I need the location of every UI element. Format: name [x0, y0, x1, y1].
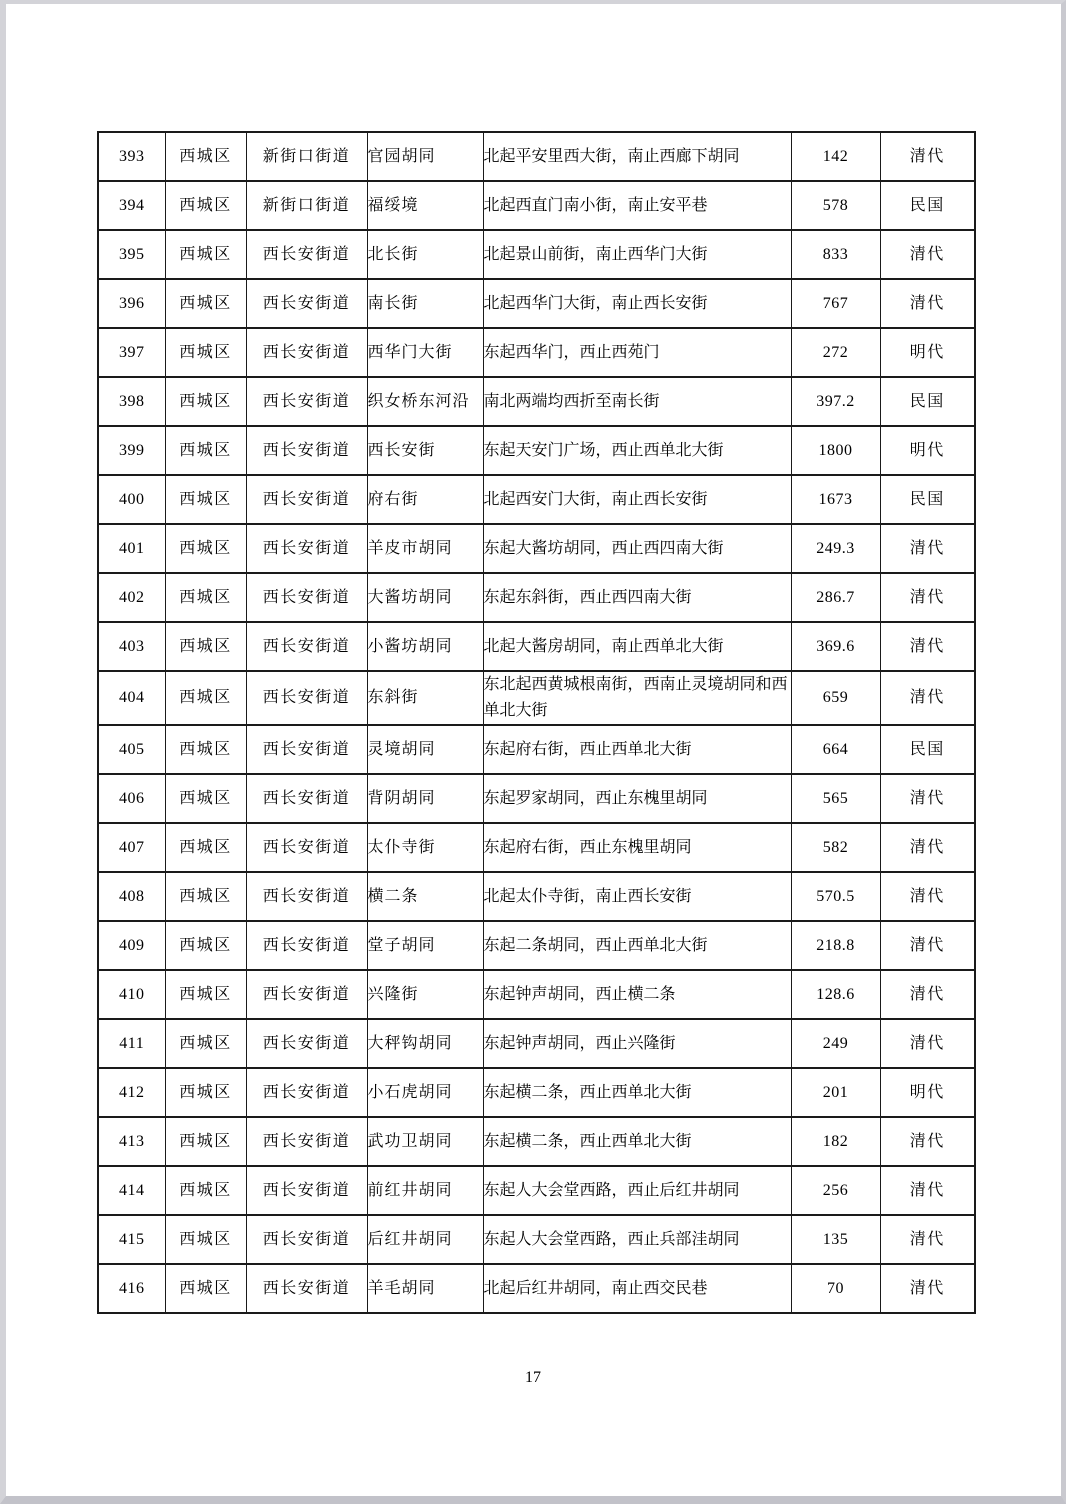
- cell-serial: 393: [98, 132, 165, 181]
- cell-length: 664: [791, 725, 880, 774]
- cell-street-name: 羊皮市胡同: [367, 524, 483, 573]
- cell-length: 70: [791, 1264, 880, 1313]
- cell-subdistrict: 西长安街道: [246, 377, 367, 426]
- streets-table: [97, 131, 976, 1314]
- cell-length: 578: [791, 181, 880, 230]
- cell-subdistrict: 西长安街道: [246, 1117, 367, 1166]
- cell-subdistrict: 西长安街道: [246, 524, 367, 573]
- cell-district: 西城区: [165, 1019, 246, 1068]
- cell-serial: 402: [98, 573, 165, 622]
- cell-length: 570.5: [791, 872, 880, 921]
- cell-street-name: 横二条: [367, 872, 483, 921]
- cell-district: 西城区: [165, 671, 246, 725]
- cell-street-name: 小石虎胡同: [367, 1068, 483, 1117]
- cell-length: 182: [791, 1117, 880, 1166]
- streets-table-body: [98, 132, 975, 1313]
- cell-subdistrict: 西长安街道: [246, 328, 367, 377]
- cell-serial: 401: [98, 524, 165, 573]
- cell-street-name: 太仆寺街: [367, 823, 483, 872]
- cell-serial: 416: [98, 1264, 165, 1313]
- table-row: [98, 1019, 975, 1068]
- cell-era: 清代: [880, 524, 975, 573]
- cell-era: 民国: [880, 377, 975, 426]
- cell-extent: 东起横二条，西止西单北大街: [483, 1068, 791, 1117]
- cell-serial: 404: [98, 671, 165, 725]
- cell-era: 民国: [880, 181, 975, 230]
- cell-length: 249: [791, 1019, 880, 1068]
- cell-street-name: 灵境胡同: [367, 725, 483, 774]
- cell-length: 397.2: [791, 377, 880, 426]
- cell-street-name: 堂子胡同: [367, 921, 483, 970]
- cell-extent: 东起东斜街，西止西四南大街: [483, 573, 791, 622]
- cell-era: 清代: [880, 1117, 975, 1166]
- cell-district: 西城区: [165, 921, 246, 970]
- cell-length: 1673: [791, 475, 880, 524]
- cell-era: 清代: [880, 872, 975, 921]
- cell-extent: 北起景山前街，南止西华门大街: [483, 230, 791, 279]
- cell-era: 民国: [880, 475, 975, 524]
- cell-subdistrict: 新街口街道: [246, 181, 367, 230]
- cell-street-name: 官园胡同: [367, 132, 483, 181]
- table-row: [98, 426, 975, 475]
- cell-era: 明代: [880, 328, 975, 377]
- table-row: [98, 1117, 975, 1166]
- table-row: [98, 921, 975, 970]
- cell-subdistrict: 西长安街道: [246, 1264, 367, 1313]
- cell-street-name: 小酱坊胡同: [367, 622, 483, 671]
- cell-district: 西城区: [165, 1264, 246, 1313]
- cell-length: 142: [791, 132, 880, 181]
- cell-era: 清代: [880, 132, 975, 181]
- cell-length: 659: [791, 671, 880, 725]
- cell-district: 西城区: [165, 725, 246, 774]
- cell-street-name: 织女桥东河沿: [367, 377, 483, 426]
- cell-extent: 东起钟声胡同，西止兴隆街: [483, 1019, 791, 1068]
- cell-district: 西城区: [165, 377, 246, 426]
- cell-serial: 395: [98, 230, 165, 279]
- cell-serial: 415: [98, 1215, 165, 1264]
- table-row: [98, 328, 975, 377]
- cell-street-name: 后红井胡同: [367, 1215, 483, 1264]
- cell-serial: 413: [98, 1117, 165, 1166]
- cell-serial: 396: [98, 279, 165, 328]
- table-row: [98, 823, 975, 872]
- cell-extent: 北起西直门南小街，南止安平巷: [483, 181, 791, 230]
- cell-serial: 398: [98, 377, 165, 426]
- cell-district: 西城区: [165, 774, 246, 823]
- cell-district: 西城区: [165, 573, 246, 622]
- cell-era: 清代: [880, 774, 975, 823]
- cell-street-name: 大酱坊胡同: [367, 573, 483, 622]
- cell-district: 西城区: [165, 230, 246, 279]
- cell-length: 565: [791, 774, 880, 823]
- cell-street-name: 北长街: [367, 230, 483, 279]
- cell-length: 582: [791, 823, 880, 872]
- cell-era: 清代: [880, 823, 975, 872]
- cell-extent: 东起钟声胡同，西止横二条: [483, 970, 791, 1019]
- cell-street-name: 福绥境: [367, 181, 483, 230]
- cell-serial: 397: [98, 328, 165, 377]
- cell-length: 833: [791, 230, 880, 279]
- cell-serial: 407: [98, 823, 165, 872]
- cell-street-name: 前红井胡同: [367, 1166, 483, 1215]
- table-row: [98, 230, 975, 279]
- table-row: [98, 279, 975, 328]
- cell-extent: 北起西华门大街，南止西长安街: [483, 279, 791, 328]
- table-row: [98, 573, 975, 622]
- cell-length: 767: [791, 279, 880, 328]
- cell-street-name: 兴隆街: [367, 970, 483, 1019]
- cell-district: 西城区: [165, 328, 246, 377]
- cell-district: 西城区: [165, 823, 246, 872]
- cell-serial: 403: [98, 622, 165, 671]
- cell-district: 西城区: [165, 1166, 246, 1215]
- cell-serial: 409: [98, 921, 165, 970]
- cell-extent: 南北两端均西折至南长街: [483, 377, 791, 426]
- cell-district: 西城区: [165, 475, 246, 524]
- cell-subdistrict: 西长安街道: [246, 823, 367, 872]
- table-row: [98, 1166, 975, 1215]
- cell-era: 清代: [880, 671, 975, 725]
- cell-length: 201: [791, 1068, 880, 1117]
- cell-serial: 405: [98, 725, 165, 774]
- table-row: [98, 475, 975, 524]
- cell-subdistrict: 西长安街道: [246, 573, 367, 622]
- cell-extent: 北起太仆寺街，南止西长安街: [483, 872, 791, 921]
- cell-serial: 411: [98, 1019, 165, 1068]
- table-row: [98, 524, 975, 573]
- cell-subdistrict: 西长安街道: [246, 230, 367, 279]
- cell-extent: 东起人大会堂西路，西止兵部洼胡同: [483, 1215, 791, 1264]
- cell-extent: 北起西安门大街，南止西长安街: [483, 475, 791, 524]
- cell-extent: 东北起西黄城根南街，西南止灵境胡同和西单北大街: [483, 671, 791, 725]
- cell-district: 西城区: [165, 970, 246, 1019]
- cell-length: 256: [791, 1166, 880, 1215]
- cell-era: 清代: [880, 921, 975, 970]
- cell-extent: 北起平安里西大街，南止西廊下胡同: [483, 132, 791, 181]
- cell-era: 明代: [880, 426, 975, 475]
- cell-subdistrict: 西长安街道: [246, 774, 367, 823]
- cell-street-name: 武功卫胡同: [367, 1117, 483, 1166]
- cell-subdistrict: 西长安街道: [246, 475, 367, 524]
- cell-era: 清代: [880, 970, 975, 1019]
- cell-subdistrict: 西长安街道: [246, 921, 367, 970]
- cell-era: 清代: [880, 230, 975, 279]
- cell-era: 民国: [880, 725, 975, 774]
- cell-subdistrict: 西长安街道: [246, 671, 367, 725]
- cell-serial: 400: [98, 475, 165, 524]
- cell-district: 西城区: [165, 1068, 246, 1117]
- cell-district: 西城区: [165, 1215, 246, 1264]
- cell-district: 西城区: [165, 279, 246, 328]
- cell-subdistrict: 西长安街道: [246, 279, 367, 328]
- cell-era: 清代: [880, 573, 975, 622]
- cell-serial: 410: [98, 970, 165, 1019]
- cell-serial: 412: [98, 1068, 165, 1117]
- cell-district: 西城区: [165, 426, 246, 475]
- cell-extent: 东起府右街，西止西单北大街: [483, 725, 791, 774]
- cell-street-name: 东斜街: [367, 671, 483, 725]
- cell-length: 218.8: [791, 921, 880, 970]
- cell-subdistrict: 西长安街道: [246, 1166, 367, 1215]
- cell-extent: 东起二条胡同，西止西单北大街: [483, 921, 791, 970]
- cell-subdistrict: 西长安街道: [246, 725, 367, 774]
- cell-extent: 东起大酱坊胡同，西止西四南大街: [483, 524, 791, 573]
- cell-subdistrict: 西长安街道: [246, 1215, 367, 1264]
- cell-length: 272: [791, 328, 880, 377]
- cell-era: 明代: [880, 1068, 975, 1117]
- cell-length: 286.7: [791, 573, 880, 622]
- cell-extent: 北起后红井胡同，南止西交民巷: [483, 1264, 791, 1313]
- cell-era: 清代: [880, 1264, 975, 1313]
- cell-serial: 399: [98, 426, 165, 475]
- table-row: [98, 970, 975, 1019]
- table-row: [98, 181, 975, 230]
- cell-street-name: 背阴胡同: [367, 774, 483, 823]
- table-row: [98, 1264, 975, 1313]
- cell-serial: 414: [98, 1166, 165, 1215]
- cell-subdistrict: 西长安街道: [246, 970, 367, 1019]
- cell-extent: 东起天安门广场，西止西单北大街: [483, 426, 791, 475]
- cell-district: 西城区: [165, 872, 246, 921]
- cell-extent: 东起西华门，西止西苑门: [483, 328, 791, 377]
- cell-street-name: 羊毛胡同: [367, 1264, 483, 1313]
- table-row: [98, 725, 975, 774]
- cell-length: 369.6: [791, 622, 880, 671]
- cell-era: 清代: [880, 1166, 975, 1215]
- cell-district: 西城区: [165, 622, 246, 671]
- cell-street-name: 府右街: [367, 475, 483, 524]
- table-row: [98, 774, 975, 823]
- cell-serial: 408: [98, 872, 165, 921]
- cell-length: 249.3: [791, 524, 880, 573]
- cell-extent: 东起人大会堂西路，西止后红井胡同: [483, 1166, 791, 1215]
- table-row: [98, 377, 975, 426]
- cell-street-name: 西华门大街: [367, 328, 483, 377]
- cell-length: 128.6: [791, 970, 880, 1019]
- cell-subdistrict: 西长安街道: [246, 426, 367, 475]
- cell-era: 清代: [880, 622, 975, 671]
- cell-era: 清代: [880, 1215, 975, 1264]
- table-row: [98, 1068, 975, 1117]
- cell-subdistrict: 西长安街道: [246, 1019, 367, 1068]
- cell-subdistrict: 西长安街道: [246, 1068, 367, 1117]
- cell-street-name: 大秤钩胡同: [367, 1019, 483, 1068]
- table-row: [98, 132, 975, 181]
- cell-street-name: 南长街: [367, 279, 483, 328]
- table-row: [98, 872, 975, 921]
- cell-era: 清代: [880, 1019, 975, 1068]
- cell-subdistrict: 西长安街道: [246, 622, 367, 671]
- cell-subdistrict: 新街口街道: [246, 132, 367, 181]
- table-row: [98, 671, 975, 725]
- table-row: [98, 1215, 975, 1264]
- cell-serial: 406: [98, 774, 165, 823]
- cell-era: 清代: [880, 279, 975, 328]
- cell-subdistrict: 西长安街道: [246, 872, 367, 921]
- cell-length: 1800: [791, 426, 880, 475]
- cell-serial: 394: [98, 181, 165, 230]
- table-row: [98, 622, 975, 671]
- cell-extent: 北起大酱房胡同，南止西单北大街: [483, 622, 791, 671]
- cell-district: 西城区: [165, 524, 246, 573]
- cell-extent: 东起横二条，西止西单北大街: [483, 1117, 791, 1166]
- cell-length: 135: [791, 1215, 880, 1264]
- cell-district: 西城区: [165, 132, 246, 181]
- cell-street-name: 西长安街: [367, 426, 483, 475]
- page-number: 17: [525, 1369, 541, 1386]
- cell-extent: 东起府右街，西止东槐里胡同: [483, 823, 791, 872]
- cell-extent: 东起罗家胡同，西止东槐里胡同: [483, 774, 791, 823]
- cell-district: 西城区: [165, 181, 246, 230]
- cell-district: 西城区: [165, 1117, 246, 1166]
